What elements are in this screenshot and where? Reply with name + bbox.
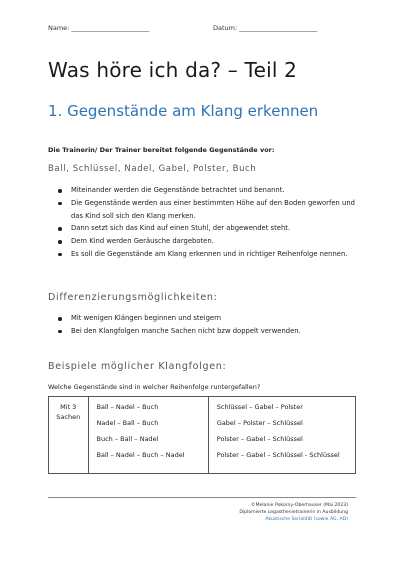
footer-copyright: ©Melanie Pokorny-Oberhauser (Mai 2023) [251, 503, 348, 508]
list-item: Mit wenigen Klängen beginnen und steigern [58, 312, 378, 325]
sequence-cell: Ball – Nadel – Buch – Nadel [96, 451, 185, 459]
footer-role: Diplomierte Legasthenietrainerin in Ausbildung [239, 510, 348, 516]
page-title: Was höre ich da? – Teil 2 [48, 58, 298, 82]
table-row [49, 397, 356, 474]
section-heading: 1. Gegenstände am Klang erkennen [48, 102, 319, 120]
table-row-label: Mit 3 Sachen [49, 397, 89, 474]
list-item: Dem Kind werden Geräusche dargeboten. [58, 235, 358, 248]
date-field: Datum: ________________________ [213, 24, 318, 32]
sequence-cell: Gabel – Polster – Schlüssel [216, 419, 303, 427]
differentiation-heading: Differenzierungsmöglichkeiten: [48, 292, 218, 303]
sequence-cell: Polster – Gabel – Schlüssel - Schlüssel [216, 451, 340, 459]
sequence-cell: Polster – Gabel – Schlüssel [216, 435, 303, 443]
instruction-list [58, 184, 358, 261]
list-item: Miteinander werden die Gegenstände betrachtet und benannt. [58, 184, 358, 197]
sequence-cell: Buch – Ball – Nadel [96, 435, 159, 443]
sequence-column-1 [88, 397, 208, 474]
sequence-cell: Nadel – Ball – Buch [96, 419, 159, 427]
sequence-column-2 [208, 397, 355, 474]
footer [239, 502, 348, 524]
sound-sequence-table [48, 396, 356, 474]
footer-divider [48, 497, 356, 498]
examples-heading: Beispiele möglicher Klangfolgen: [48, 361, 227, 372]
list-item: Es soll die Gegenstände am Klang erkennen und in richtiger Reihenfolge nennen. [58, 248, 358, 261]
list-item: Dann setzt sich das Kind auf einen Stuhl, der abgewendet steht. [58, 222, 358, 235]
intro-text: Die Trainerin/ Der Trainer bereitet folgende Gegenstände vor: [48, 146, 275, 154]
sequence-cell: Ball – Nadel – Buch [96, 403, 159, 411]
footer-topic: Akustische Serialität (sowie AG, AD) [265, 517, 348, 523]
list-item: Bei den Klangfolgen manche Sachen nicht bzw doppelt verwenden. [58, 325, 378, 338]
differentiation-list [58, 312, 378, 338]
name-field: Name: ________________________ [48, 24, 150, 32]
sequence-cell: Schlüssel – Gabel – Polster [216, 403, 303, 411]
examples-question: Welche Gegenstände sind in welcher Reihenfolge runtergefallen? [48, 383, 261, 391]
items-list: Ball, Schlüssel, Nadel, Gabel, Polster, Buch [48, 164, 257, 174]
list-item: Die Gegenstände werden aus einer bestimmten Höhe auf den Boden geworfen und das Kind soll sich den Klang merken. [58, 197, 358, 223]
